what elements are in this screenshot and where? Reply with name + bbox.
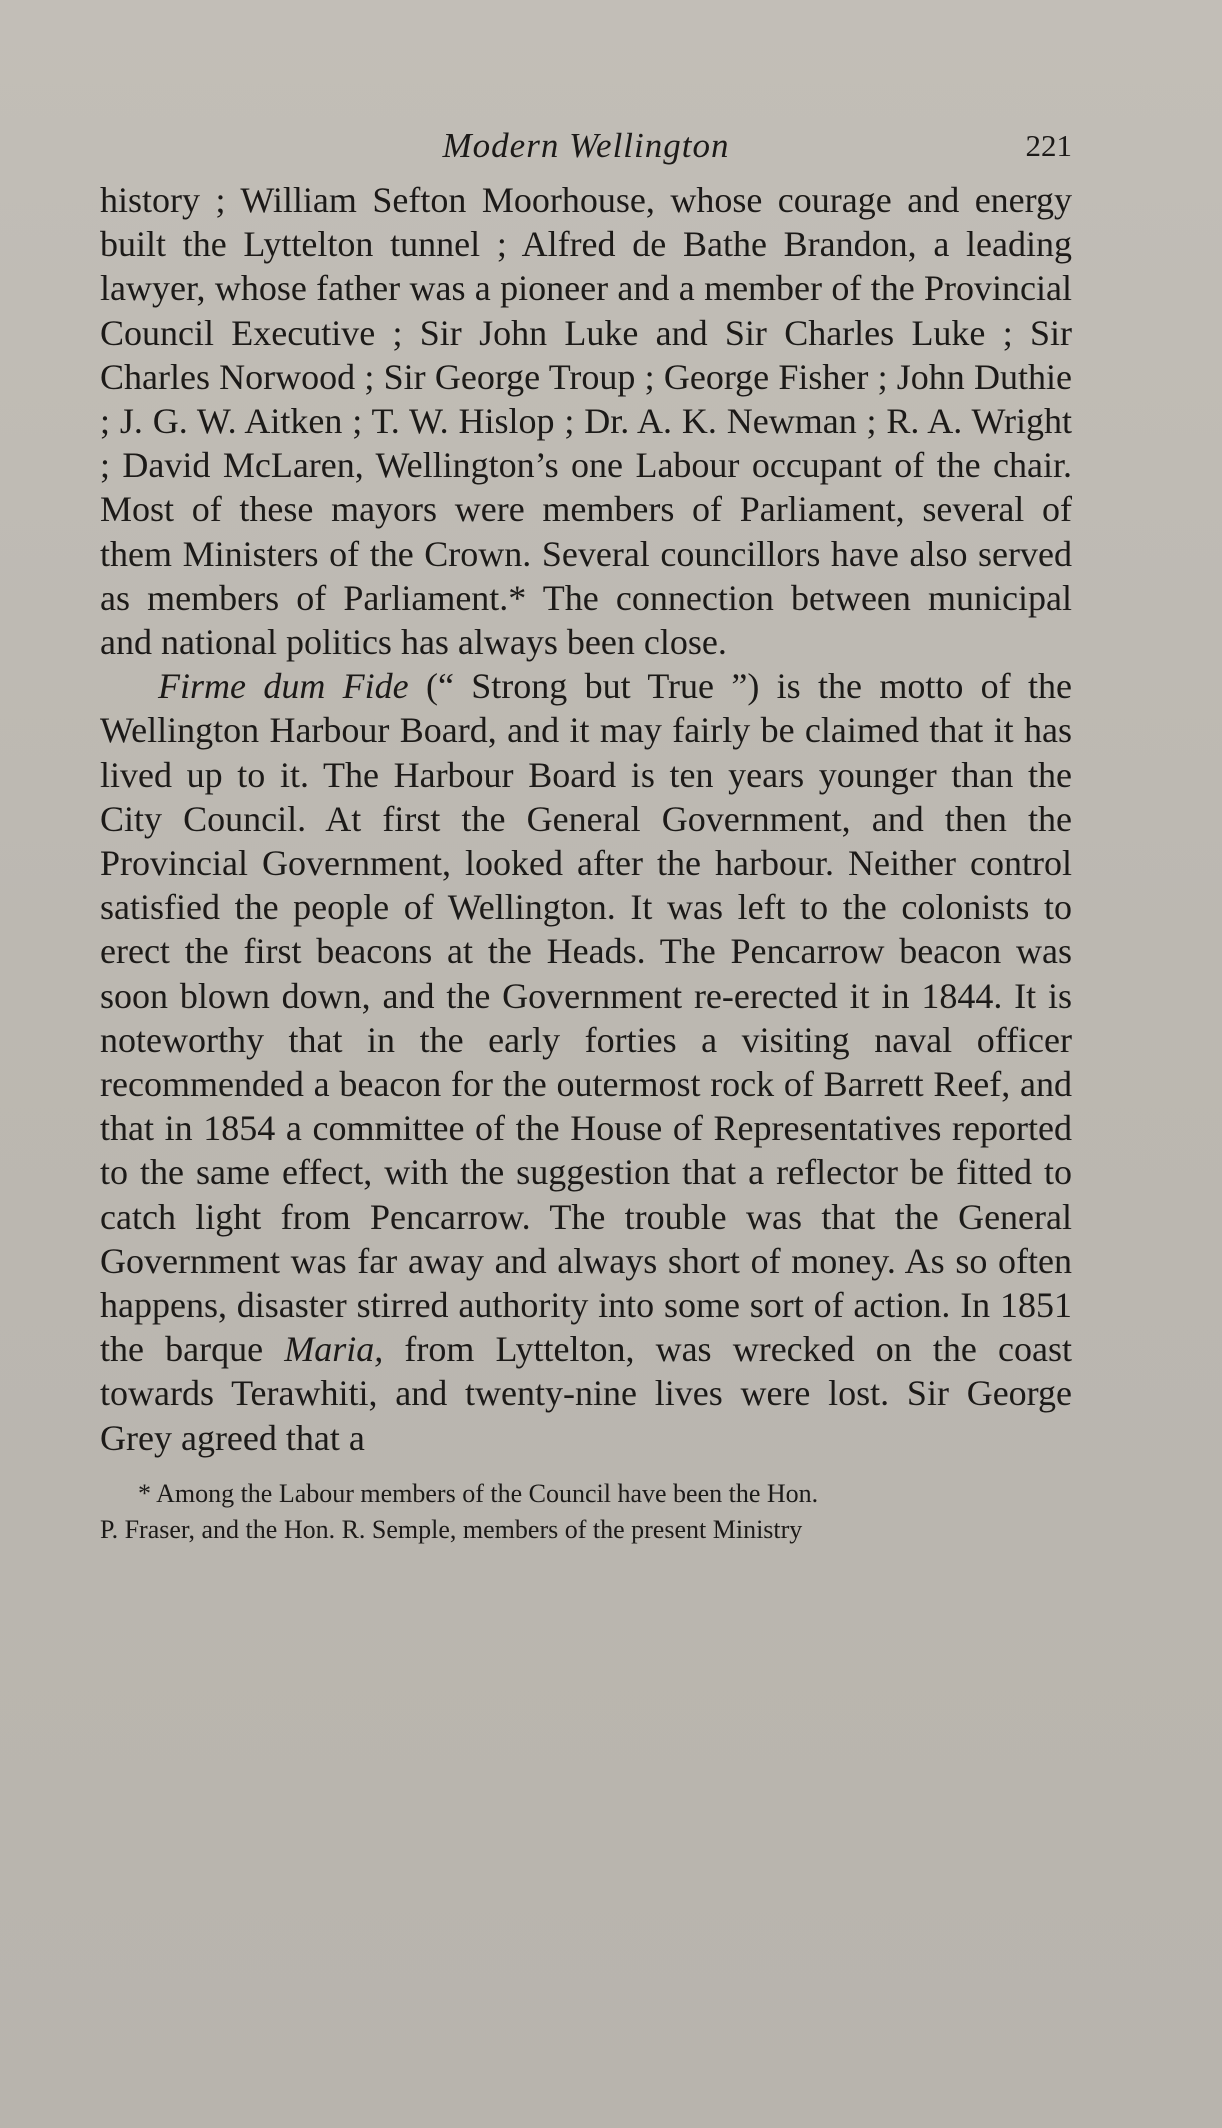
body-paragraph-1: history ; William Sefton Moorhouse, whose courage and energy built the Lyttelton tunnel ; Alfred de Bathe Brandon, a leading lawyer, whose father was a pioneer and a member of the Provincial Council Executive ; Sir John Luke and Sir Charles Luke ; Sir Charles Norwood ; Sir George Troup ; George Fisher ; John Duthie ; J. G. W. Aitken ; T. W. Hislop ; Dr. A. K. Newman ; R. A. Wright ; David McLaren, Wellington’s one Labour occupant of the chair. Most of these mayors were members of Parliament, several of them Ministers of the Crown. Several councillors have also served as members of Parliament.* The connection between municipal and national politics has always been close. [100, 180, 1072, 663]
running-title: Modern Wellington [442, 126, 730, 165]
page-number: 221 [1025, 128, 1072, 163]
page-content [100, 118, 1072, 1548]
footnote [100, 1476, 1072, 1548]
running-header [100, 118, 1072, 178]
paragraph-2-text-a: (“ Strong but True ”) is the motto of the Wellington Harbour Board, and it may fairly be claimed that it has lived up to it. The Harbour Board is ten years younger than the City Council. At first the General Government, and then the Provincial Government, looked after the harbour. Neither control satisfied the people of Wellington. It was left to the colonists to erect the first beacons at the Heads. The Pencarrow beacon was soon blown down, and the Government re-erected it in 1844. It is noteworthy that in the early forties a visiting naval officer recommended a beacon for the outermost rock of Barrett Reef, and that in 1854 a committee of the House of Representatives reported to the same effect, with the suggestion that a reflector be fitted to catch light from Pencarrow. The trouble was that the General Government was far away and always short of money. As so often happens, disaster stirred authority into some sort of action. In 1851 the barque [100, 666, 1072, 1370]
footnote-line-2: P. Fraser, and the Hon. R. Semple, members of the present Ministry [100, 1514, 803, 1544]
paragraph-2-text-b: from Lyttelton, was wrecked on the coast towards Terawhiti, and twenty-nine lives were lost. Sir George Grey agreed that a [100, 1329, 1072, 1458]
footnote-line-1: * Among the Labour members of the Council have been the Hon. [138, 1478, 819, 1508]
ship-name: Maria, [284, 1329, 384, 1370]
body-paragraph-2 [100, 664, 1072, 1460]
motto-text: Firme dum Fide [158, 666, 409, 707]
